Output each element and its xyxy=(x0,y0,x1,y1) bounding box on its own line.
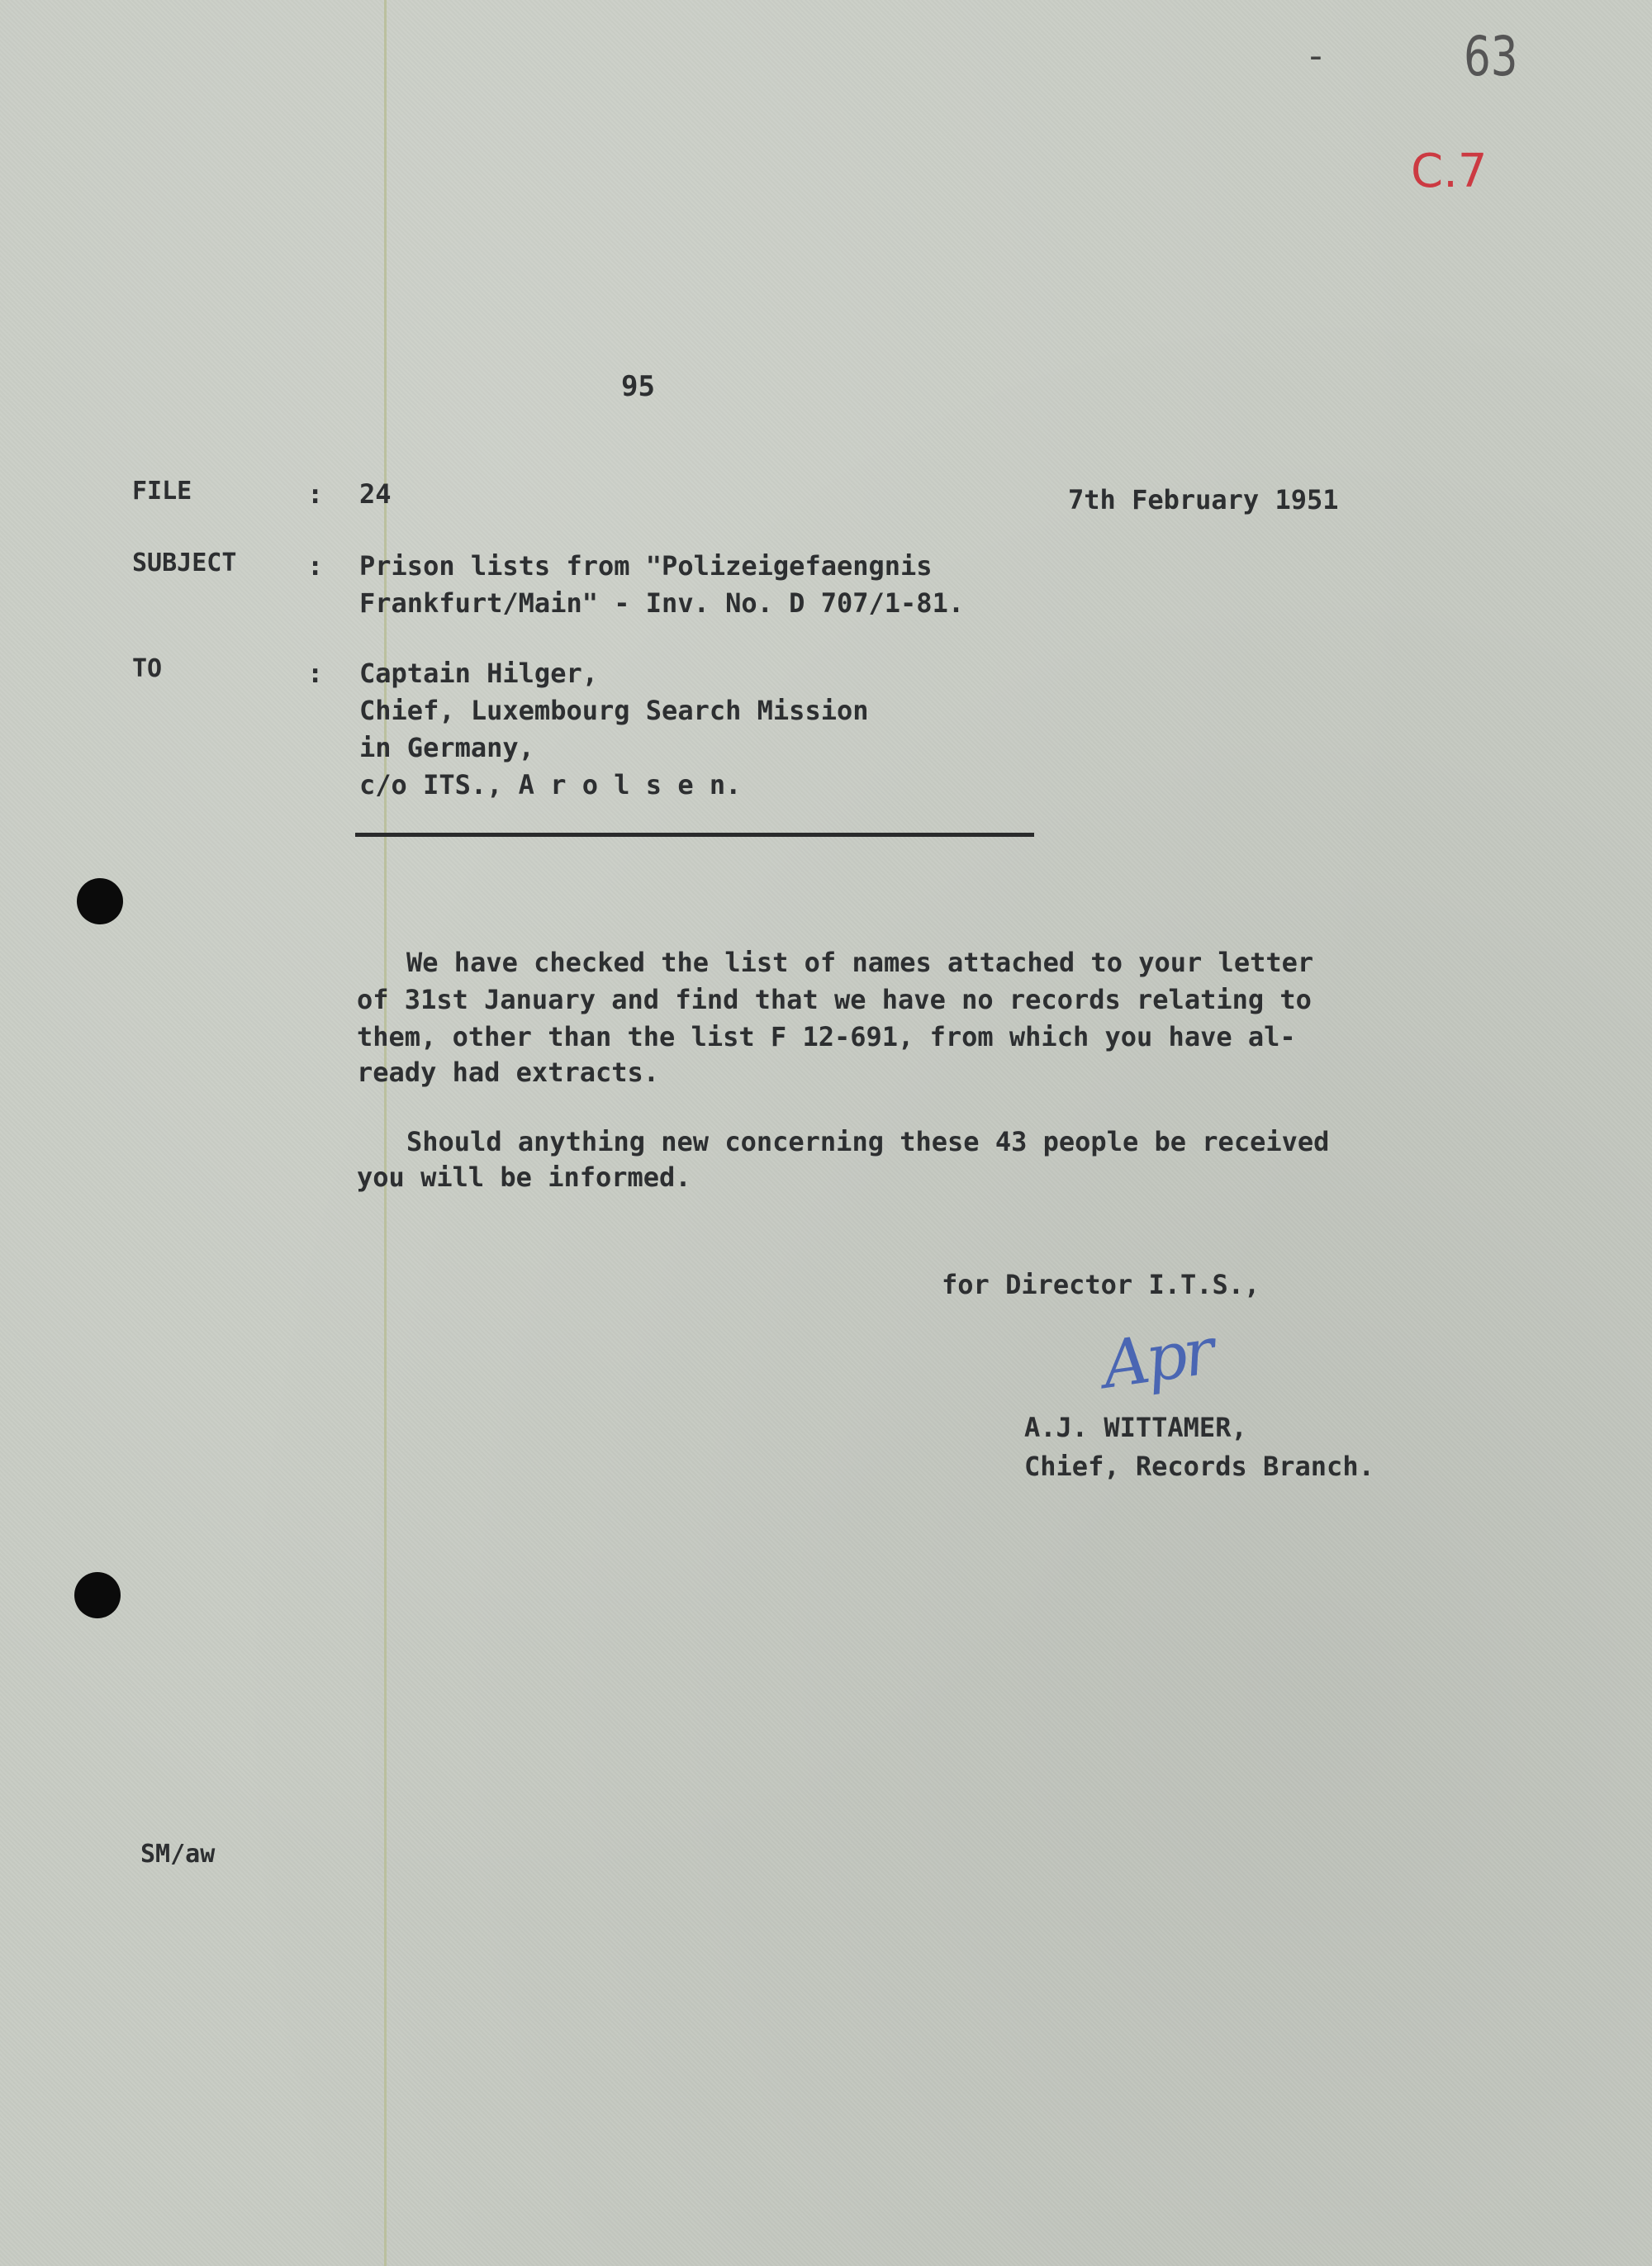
body-line: Should anything new concerning these 43 people be received xyxy=(406,1126,1330,1157)
margin-line xyxy=(384,0,387,2266)
addressee-line: Captain Hilger, xyxy=(359,658,598,689)
signatory-name: A.J. WITTAMER, xyxy=(1024,1412,1247,1443)
to-colon: : xyxy=(307,658,324,689)
signature-for-line: for Director I.T.S., xyxy=(942,1269,1260,1300)
signatory-title: Chief, Records Branch. xyxy=(1024,1451,1374,1482)
body-line: ready had extracts. xyxy=(357,1057,660,1088)
letter-date: 7th February 1951 xyxy=(1068,484,1339,515)
subject-line-2: Frankfurt/Main" - Inv. No. D 707/1-81. xyxy=(359,587,965,619)
addressee-line: in Germany, xyxy=(359,732,534,763)
file-label: FILE xyxy=(132,477,192,506)
file-value: 24 xyxy=(359,478,392,510)
address-underline xyxy=(355,833,1034,837)
addressee-line: Chief, Luxembourg Search Mission xyxy=(359,695,869,726)
folio-number: 95 xyxy=(621,370,655,403)
subject-colon: : xyxy=(307,550,324,582)
body-line: you will be informed. xyxy=(357,1162,691,1193)
handwritten-initials: Apr xyxy=(1098,1314,1217,1404)
body-line: We have checked the list of names attached to your letter xyxy=(406,947,1314,978)
subject-label: SUBJECT xyxy=(132,549,237,577)
body-line: of 31st January and find that we have no records relating to xyxy=(357,984,1312,1015)
to-label: TO xyxy=(132,654,163,683)
file-colon: : xyxy=(307,478,324,510)
punch-hole-top xyxy=(77,878,123,924)
page-number: 63 xyxy=(1464,25,1518,88)
addressee-line: c/o ITS., A r o l s e n. xyxy=(359,769,742,800)
subject-line-1: Prison lists from "Polizeigefaengnis xyxy=(359,550,933,582)
typist-reference: SM/aw xyxy=(140,1840,216,1869)
red-pencil-code: C.7 xyxy=(1411,145,1488,198)
dash-mark: - xyxy=(1309,35,1322,77)
punch-hole-bottom xyxy=(74,1572,121,1618)
body-line: them, other than the list F 12-691, from which you have al- xyxy=(357,1021,1296,1052)
